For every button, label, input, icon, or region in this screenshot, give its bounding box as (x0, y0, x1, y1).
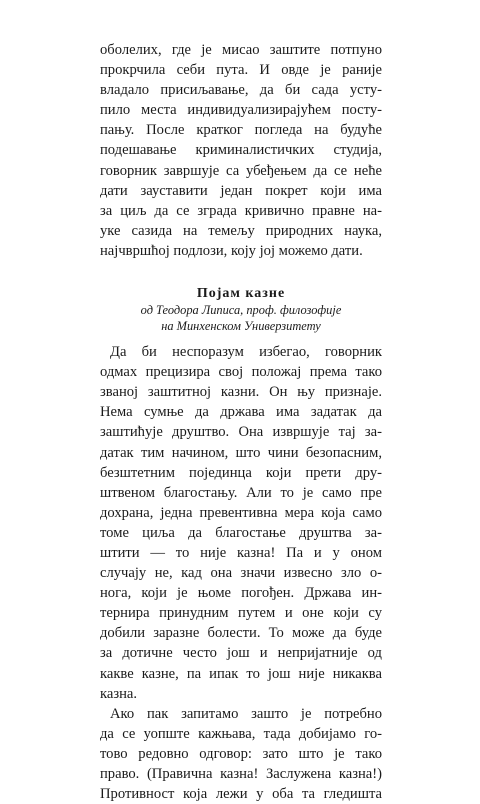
text-line: уке сазида на темељу природних наука, (100, 222, 382, 239)
text-line: Ако пак запитамо зашто је потребно (110, 705, 382, 722)
text-line: Противност која лежи у оба та гледишта (100, 786, 382, 803)
text-line: штити — то није казна! Па и у оном (100, 544, 382, 561)
text-line: за дотичне често још и непријатније од (100, 645, 382, 662)
book-page (100, 40, 382, 804)
text-line: прокрчила себи пута. И овде је раније (100, 62, 382, 79)
text-line: датак тим начином, што чини безопасним, (100, 444, 382, 461)
paragraph-1 (100, 342, 382, 704)
text-line: говорник завршује са убеђењем да се неће (100, 162, 382, 179)
section-gap (100, 261, 382, 283)
text-line: Нема сумње да држава има задатак да (100, 404, 382, 421)
text-line: Да би неспоразум избегао, говорник (110, 344, 382, 361)
text-line: казна. (100, 685, 138, 702)
text-line: најчвршћој подлози, коју јој можемо дати. (100, 242, 363, 259)
heading-gap (100, 334, 382, 342)
article-affiliation: на Минхенском Универзитету (161, 318, 321, 333)
text-line: добили заразне болести. То може да буде (100, 625, 382, 642)
text-line: заштићује друштво. Она извршује тај за- (100, 424, 382, 441)
text-line: дохрана, једна превентивна мера која само (100, 504, 382, 521)
text-line: да се уопште кажњава, тада добијамо го- (100, 725, 382, 742)
text-line: одмах прецизира свој положај према тако (100, 364, 382, 381)
text-line: владало присиљавање, да би сада усту- (100, 82, 382, 99)
text-line: нога, који је њоме погођен. Држава ин- (100, 585, 382, 602)
text-line: случају не, кад она значи извесно зло о- (100, 565, 382, 582)
article-byline: од Теодора Липиса, проф. филозофије (140, 303, 342, 318)
text-line: штвеном благостању. Али то је само пре (100, 484, 382, 501)
text-line: оболелих, где је мисао заштите потпуно (100, 42, 382, 58)
text-line: безштетним појединца који прети дру- (100, 464, 382, 481)
paragraph-2 (100, 704, 382, 804)
section-1-text (100, 40, 382, 261)
text-line: томе циља да благостање друштва за- (100, 524, 382, 541)
text-line: подешавање криминалистичких студија, (100, 142, 382, 159)
text-line: право. (Правична казна! Заслужена казна!) (100, 766, 382, 782)
text-line: званој заштитној казни. Он њу признаје. (100, 384, 382, 401)
text-line: какве казне, па ипак то још није никаква (100, 665, 382, 682)
article-title: Појам казне (196, 286, 286, 302)
text-line: за циљ да се зграда кривично правне на- (100, 202, 382, 219)
text-line: пању. После кратког погледа на будуће (100, 122, 382, 139)
text-line: тово редовно одговор: зато што је тако (100, 745, 382, 762)
text-line: тернира принудним путем и оне који су (100, 605, 382, 622)
text-line: пило места индивидуализирајућем посту- (100, 102, 382, 119)
text-line: дати зауставити један покрет који има (100, 182, 382, 199)
